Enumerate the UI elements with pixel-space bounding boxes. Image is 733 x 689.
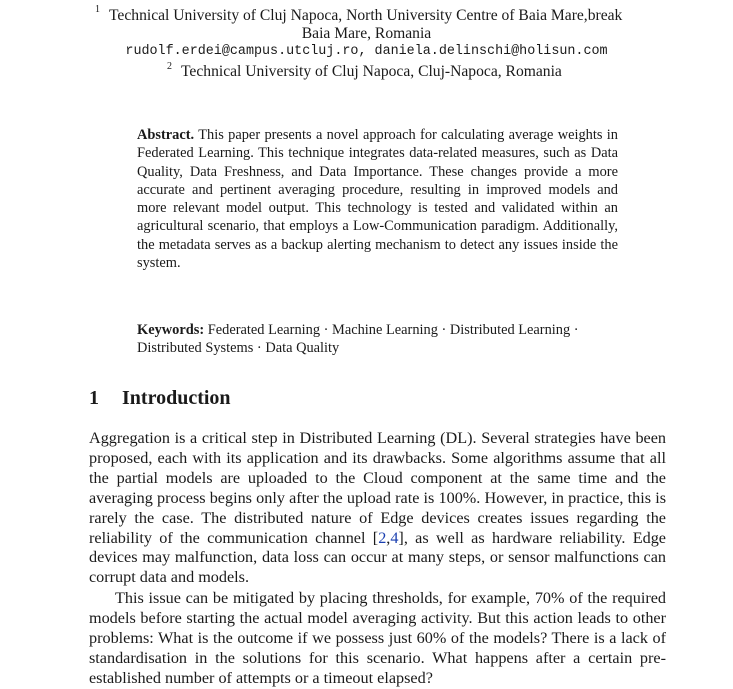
citation: [	[372, 528, 379, 547]
citation-link-4[interactable]: 4	[390, 528, 399, 547]
intro-paragraph-2	[89, 589, 666, 689]
email-separator: ,	[358, 44, 375, 59]
intro-paragraph-1	[89, 429, 666, 588]
intro-p2-text: This issue can be mitigated by placing thresholds, for example, 70% of the required models before starting the actual model averaging activity. But this action leads to other problems: What is the outcome if we possess just 60% of the models? There is a lack of standardisation in the solutions for this scenario. What happens after a certain pre-established number of attempts or a timeout elapsed?	[89, 589, 666, 687]
section-number: 1	[89, 387, 99, 409]
citation-link-2[interactable]: 2	[378, 528, 387, 547]
affiliation-1-line-2: Baia Mare, Romania	[301, 25, 432, 42]
section-heading	[89, 387, 231, 410]
email-2[interactable]: daniela.delinschi@holisun.com	[374, 44, 608, 59]
abstract-text: This paper presents a novel approach for calculating average weights in Federated Learning. This technique integrates data-related measures, such as Data Quality, Data Freshness, and Data Importance. These changes provide a more accurate and pertinent averaging procedure, resulting in improved models and more relevant model output. This technology is tested and validated within an agricultural scenario, that employs a Low-Communication paradigm. Additionally, the metadata serves as a backup alerting mechanism to detect any issues inside the system.	[137, 127, 618, 272]
abstract	[137, 126, 618, 272]
author-emails	[0, 43, 733, 61]
section-title: Introduction	[122, 387, 231, 409]
email-1[interactable]: rudolf.erdei@campus.utcluj.ro	[125, 44, 359, 59]
intro-p1-text-b: , as well as hardware reliability. Edge devices may malfunction, data loss can occur at many steps, or sensor malfunctions can corrupt data and models.	[89, 528, 666, 587]
citation-separator: ,	[386, 528, 391, 547]
affiliation-2-marker: 2	[167, 61, 172, 72]
abstract-label: Abstract.	[137, 127, 195, 143]
citation-close: ]	[398, 528, 404, 547]
keywords-text: Federated Learning · Machine Learning · Distributed Learning · Distributed Systems · Data Quality	[137, 322, 579, 357]
affiliation-1-marker: 1	[95, 4, 100, 15]
intro-p1-text-a: Aggregation is a critical step in Distributed Learning (DL). Several strategies have been proposed, each with its application and its drawbacks. Some algorithms assume that all the partial models are uploaded to the Cloud component at the same time and the averaging process begins only after the upload rate is 100%. However, in practice, this is rarely the case. The distributed nature of Edge devices creates issues regarding the reliability of the communication channel	[89, 429, 666, 547]
keywords-label: Keywords:	[137, 322, 205, 338]
keywords	[137, 321, 618, 358]
affiliation-2-line-1: Technical University of Cluj Napoca, Cluj-Napoca, Romania	[181, 63, 562, 80]
affiliation-1-line-1: Technical University of Cluj Napoca, North University Centre of Baia Mare,break	[109, 7, 623, 24]
